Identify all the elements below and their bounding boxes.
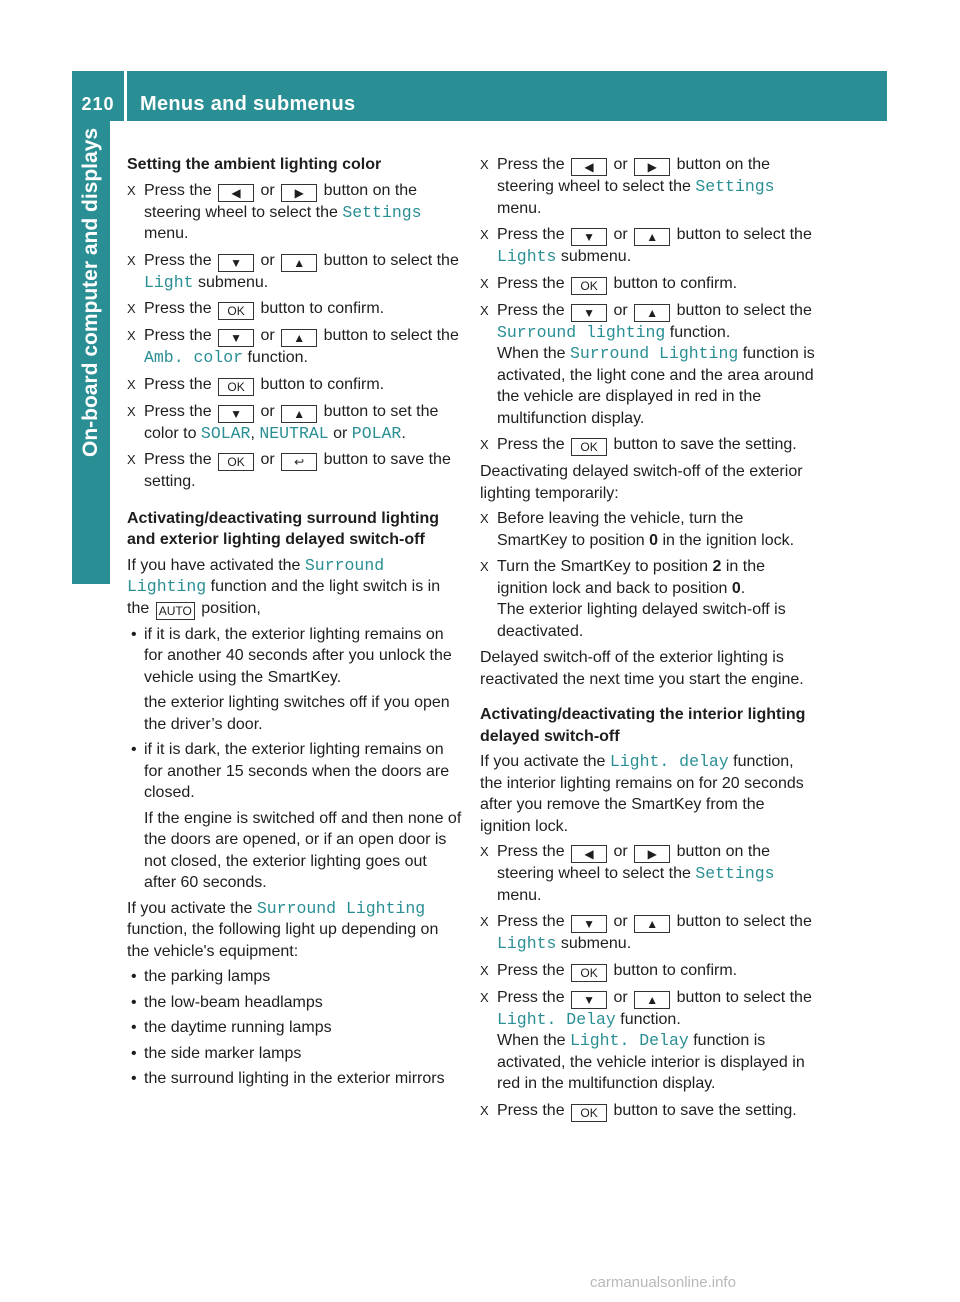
keyword: Settings bbox=[695, 864, 775, 883]
list-item: • the parking lamps bbox=[131, 968, 271, 985]
step-arrow-icon: X bbox=[480, 227, 489, 242]
step-item: X Press the ◀ or ▶ button on the steering wheel to select the Settings menu. bbox=[480, 843, 775, 904]
step-arrow-icon: X bbox=[480, 302, 489, 318]
step-arrow-icon: X bbox=[480, 1102, 489, 1118]
down-button-icon: ▼ bbox=[571, 991, 607, 1009]
step-item: X Press the ▼ or ▲ button to select the Surround lighting function. When the Surround Lighting function is activated, the light cone and the area around the vehicle are displayed in red in the multifunction display. bbox=[480, 301, 815, 427]
bullet-item: • if it is dark, the exterior lighting remains on for another 40 seconds after you unlock the vehicle using the SmartKey. bbox=[131, 625, 452, 686]
heading-interior: Activating/deactivating the interior lighting delayed switch-off bbox=[480, 706, 806, 745]
step-arrow-icon: X bbox=[480, 559, 489, 574]
step-arrow-icon: X bbox=[127, 403, 136, 419]
list-item: • the low-beam headlamps bbox=[131, 993, 323, 1011]
step-item: X Press the ◀ or ▶ button on the steering wheel to select the Settings menu. bbox=[480, 156, 775, 217]
right-button-icon: ▶ bbox=[634, 158, 670, 176]
step-item: X Press the ◀ or ▶ button on the steering wheel to select the Settings menu. bbox=[127, 181, 422, 242]
keyword: Light. delay bbox=[609, 752, 729, 771]
keyword: Light bbox=[144, 272, 194, 292]
up-button-icon: ▲ bbox=[281, 329, 317, 347]
keyword: Amb. color bbox=[144, 348, 244, 367]
step-item: X Press the ▼ or ▲ button to select the Lights submenu. bbox=[480, 913, 812, 953]
step-item: X Press the OK or ↩ button to save the setting. bbox=[127, 451, 451, 490]
step-item: X Before leaving the vehicle, turn the SmartKey to position 0 in the ignition lock. bbox=[480, 510, 795, 549]
step-arrow-icon: X bbox=[480, 157, 489, 172]
list-item: • the surround lighting in the exterior mirrors bbox=[131, 1070, 445, 1087]
keyword: NEUTRAL bbox=[259, 423, 329, 443]
step-arrow-icon: X bbox=[127, 452, 136, 467]
step-item: X Press the OK button to confirm. bbox=[127, 375, 385, 394]
keyword: Lights bbox=[497, 934, 557, 953]
ok-button-icon: OK bbox=[571, 438, 607, 456]
keyword: Light. Delay bbox=[497, 1009, 616, 1029]
down-button-icon: ▼ bbox=[218, 254, 254, 272]
keyword: POLAR bbox=[351, 423, 402, 443]
step-item: X Press the ▼ or ▲ button to select the Light. Delay function. When the Light. Delay function is activated, the vehicle interior is displayed in red in the multifunction display. bbox=[480, 988, 812, 1092]
list-item: • the daytime running lamps bbox=[131, 1019, 332, 1036]
step-arrow-icon: X bbox=[127, 376, 136, 392]
left-button-icon: ◀ bbox=[571, 845, 607, 863]
up-button-icon: ▲ bbox=[634, 915, 670, 933]
header-divider bbox=[124, 71, 127, 121]
down-button-icon: ▼ bbox=[218, 405, 254, 423]
ok-button-icon: OK bbox=[571, 277, 607, 295]
ok-button-icon: OK bbox=[218, 378, 254, 396]
back-button-icon: ↩ bbox=[281, 453, 317, 471]
up-button-icon: ▲ bbox=[281, 254, 317, 272]
keyword: Surround lighting bbox=[497, 322, 666, 342]
ok-button-icon: OK bbox=[218, 453, 254, 471]
step-arrow-icon: X bbox=[480, 511, 489, 526]
step-arrow-icon: X bbox=[480, 962, 489, 978]
step-arrow-icon: X bbox=[480, 844, 489, 859]
step-item: X Press the ▼ or ▲ button to select the Light submenu. bbox=[127, 251, 459, 292]
step-arrow-icon: X bbox=[480, 989, 489, 1005]
up-button-icon: ▲ bbox=[634, 304, 670, 322]
ok-button-icon: OK bbox=[218, 302, 254, 320]
step-item: X Press the ▼ or ▲ button to select the Amb. color function. bbox=[127, 327, 459, 367]
step-item: X Press the OK button to confirm. bbox=[480, 961, 738, 980]
step-arrow-icon: X bbox=[480, 275, 489, 291]
step-item: X Press the OK button to save the setting. bbox=[480, 436, 797, 454]
step-arrow-icon: X bbox=[127, 328, 136, 343]
step-item: X Press the OK button to save the setting. bbox=[480, 1101, 797, 1120]
step-item: X Turn the SmartKey to position 2 in the ignition lock and back to position 0. The exterior lighting delayed switch-off is deactivated. bbox=[480, 558, 786, 640]
keyword: Surround bbox=[304, 555, 385, 575]
ok-button-icon: OK bbox=[571, 964, 607, 982]
keyword: Surround Lighting bbox=[256, 898, 426, 918]
watermark: carmanualsonline.info bbox=[590, 1274, 736, 1291]
left-column bbox=[127, 154, 462, 1094]
auto-switch-icon: AUTO bbox=[156, 602, 195, 620]
step-arrow-icon: X bbox=[127, 182, 136, 198]
paragraph: If you activate the Surround Lighting function, the following light up depending on the vehicle's equipment: bbox=[127, 898, 439, 960]
keyword: Settings bbox=[342, 202, 422, 222]
keyword: Lighting bbox=[127, 577, 207, 596]
left-button-icon: ◀ bbox=[571, 158, 607, 176]
keyword: Light. Delay bbox=[569, 1031, 689, 1050]
bullet-subtext: If the engine is switched off and then none of the doors are opened, or if an open door is not closed, the exterior lighting goes out after 60 seconds. bbox=[144, 809, 462, 891]
paragraph: If you activate the Light. delay function, the interior lighting remains on for 20 seconds after you remove the SmartKey from the ignition lock. bbox=[480, 752, 804, 835]
heading-ambient-color: Setting the ambient lighting color bbox=[127, 156, 382, 173]
keyword: Settings bbox=[695, 177, 775, 196]
step-item: X Press the OK button to confirm. bbox=[480, 274, 738, 293]
up-button-icon: ▲ bbox=[634, 991, 670, 1009]
step-arrow-icon: X bbox=[127, 301, 136, 316]
bullet-subtext: the exterior lighting switches off if you open the driver’s door. bbox=[144, 694, 450, 733]
right-button-icon: ▶ bbox=[281, 184, 317, 202]
list-item: • the side marker lamps bbox=[131, 1044, 302, 1062]
step-arrow-icon: X bbox=[127, 252, 136, 268]
up-button-icon: ▲ bbox=[281, 405, 317, 423]
keyword: Surround Lighting bbox=[569, 344, 739, 363]
step-item: X Press the ▼ or ▲ button to set the color to SOLAR, NEUTRAL or POLAR. bbox=[127, 402, 439, 443]
right-column bbox=[480, 154, 815, 1127]
paragraph: Delayed switch-off of the exterior lighting is reactivated the next time you start the engine. bbox=[480, 649, 804, 688]
side-tab-label: On-board computer and displays bbox=[79, 128, 102, 458]
heading-surround: Activating/deactivating surround lighting and exterior lighting delayed switch-off bbox=[127, 509, 440, 548]
step-item: X Press the ▼ or ▲ button to select the Lights submenu. bbox=[480, 226, 812, 266]
down-button-icon: ▼ bbox=[571, 304, 607, 322]
step-arrow-icon: X bbox=[480, 437, 489, 452]
down-button-icon: ▼ bbox=[218, 329, 254, 347]
page-number: 210 bbox=[81, 94, 115, 114]
left-button-icon: ◀ bbox=[218, 184, 254, 202]
ok-button-icon: OK bbox=[571, 1104, 607, 1122]
paragraph: If you have activated the Surround Lighting function and the light switch is in the AUTO position, bbox=[127, 555, 441, 618]
keyword: Lights bbox=[497, 247, 557, 266]
chapter-title: Menus and submenus bbox=[140, 93, 356, 115]
keyword: SOLAR bbox=[200, 423, 251, 443]
right-button-icon: ▶ bbox=[634, 845, 670, 863]
step-arrow-icon: X bbox=[480, 914, 489, 929]
paragraph: Deactivating delayed switch-off of the exterior lighting temporarily: bbox=[480, 463, 803, 502]
step-item: X Press the OK button to confirm. bbox=[127, 300, 385, 318]
up-button-icon: ▲ bbox=[634, 228, 670, 246]
bullet-item: • if it is dark, the exterior lighting remains on for another 15 seconds when the doors are closed. bbox=[131, 741, 450, 801]
down-button-icon: ▼ bbox=[571, 228, 607, 246]
down-button-icon: ▼ bbox=[571, 915, 607, 933]
